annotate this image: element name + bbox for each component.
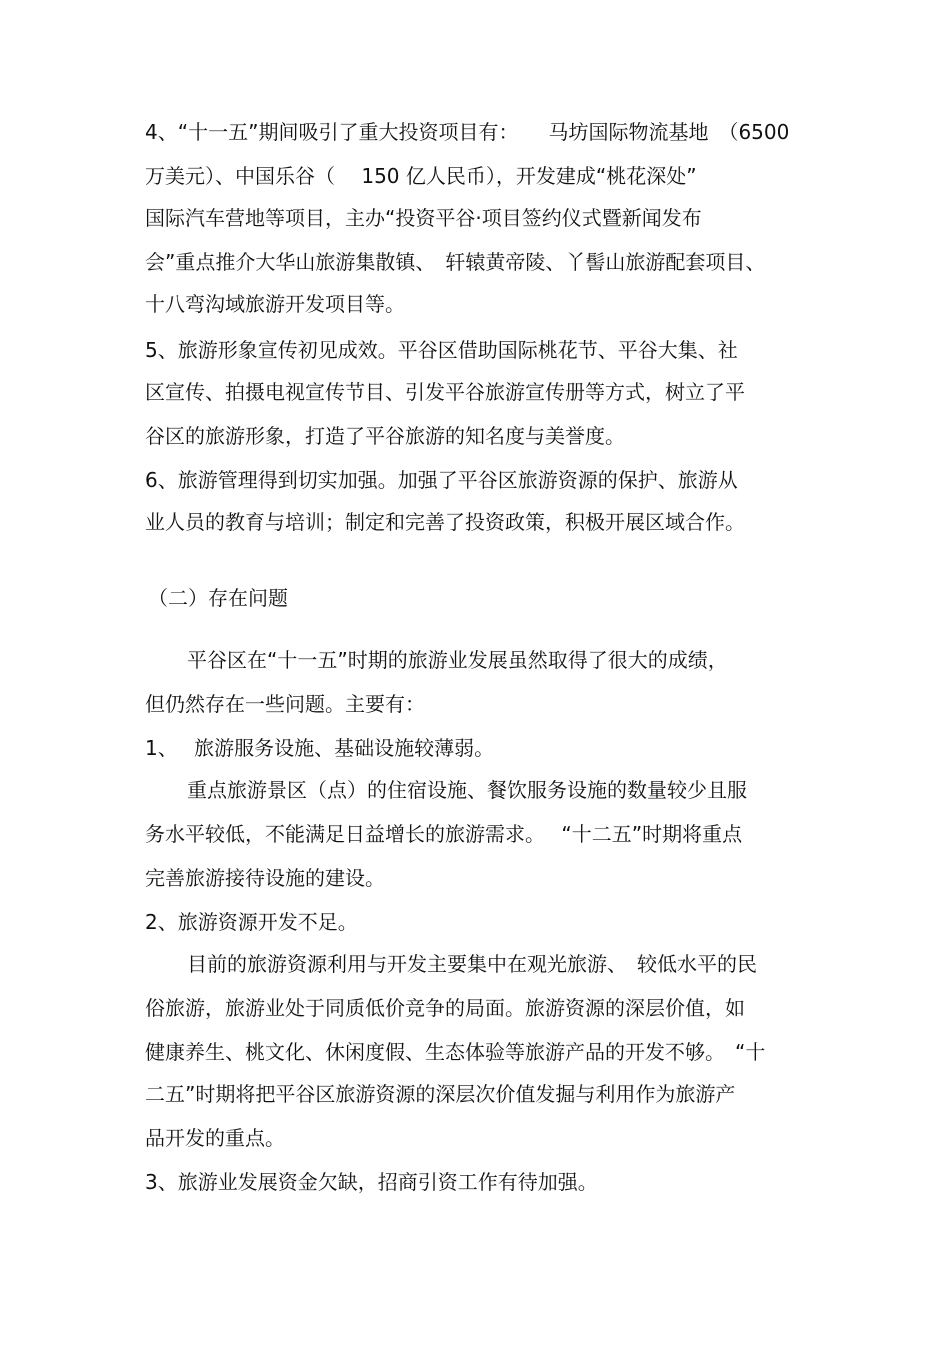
text-line: 品开发的重点。 <box>145 1126 285 1150</box>
text-line: 5、旅游形象宣传初见成效。平谷区借助国际桃花节、平谷大集、社 <box>145 338 738 362</box>
text-line: 会”重点推介大华山旅游集散镇、 轩辕黄帝陵、丫髻山旅游配套项目、 <box>145 250 766 274</box>
text-line: 1、 旅游服务设施、基础设施较薄弱。 <box>145 736 495 760</box>
text-line: 6、旅游管理得到切实加强。加强了平谷区旅游资源的保护、旅游从 <box>145 468 738 492</box>
text-line: 重点旅游景区（点）的住宿设施、餐饮服务设施的数量较少且服 <box>187 778 747 802</box>
text-line: 业人员的教育与培训；制定和完善了投资政策，积极开展区域合作。 <box>145 510 745 534</box>
text-line: 完善旅游接待设施的建设。 <box>145 866 385 890</box>
text-line: 务水平较低，不能满足日益增长的旅游需求。 “十二五”时期将重点 <box>145 822 743 846</box>
text-line: 4、“十一五”期间吸引了重大投资项目有： 马坊国际物流基地 （6500 <box>145 120 790 144</box>
text-line: 目前的旅游资源利用与开发主要集中在观光旅游、 较低水平的民 <box>187 952 757 976</box>
section-heading: （二）存在问题 <box>148 586 288 610</box>
text-line: 谷区的旅游形象，打造了平谷旅游的知名度与美誉度。 <box>145 424 625 448</box>
text-line: 平谷区在“十一五”时期的旅游业发展虽然取得了很大的成绩， <box>187 648 728 672</box>
text-line: 3、旅游业发展资金欠缺，招商引资工作有待加强。 <box>145 1170 598 1194</box>
text-line: 国际汽车营地等项目，主办“投资平谷·项目签约仪式暨新闻发布 <box>145 206 702 230</box>
text-line: 万美元）、中国乐谷（ 150 亿人民币），开发建成“桃花深处” <box>145 164 697 188</box>
text-line: 2、旅游资源开发不足。 <box>145 910 358 934</box>
text-line: 区宣传、拍摄电视宣传节目、引发平谷旅游宣传册等方式，树立了平 <box>145 380 745 404</box>
text-line: 健康养生、桃文化、休闲度假、生态体验等旅游产品的开发不够。 “十 <box>145 1040 766 1064</box>
text-line: 俗旅游，旅游业处于同质低价竞争的局面。旅游资源的深层价值，如 <box>145 996 745 1020</box>
text-line: 二五”时期将把平谷区旅游资源的深层次价值发掘与利用作为旅游产 <box>145 1082 736 1106</box>
text-line: 但仍然存在一些问题。主要有： <box>145 692 425 716</box>
text-line: 十八弯沟域旅游开发项目等。 <box>145 292 405 316</box>
